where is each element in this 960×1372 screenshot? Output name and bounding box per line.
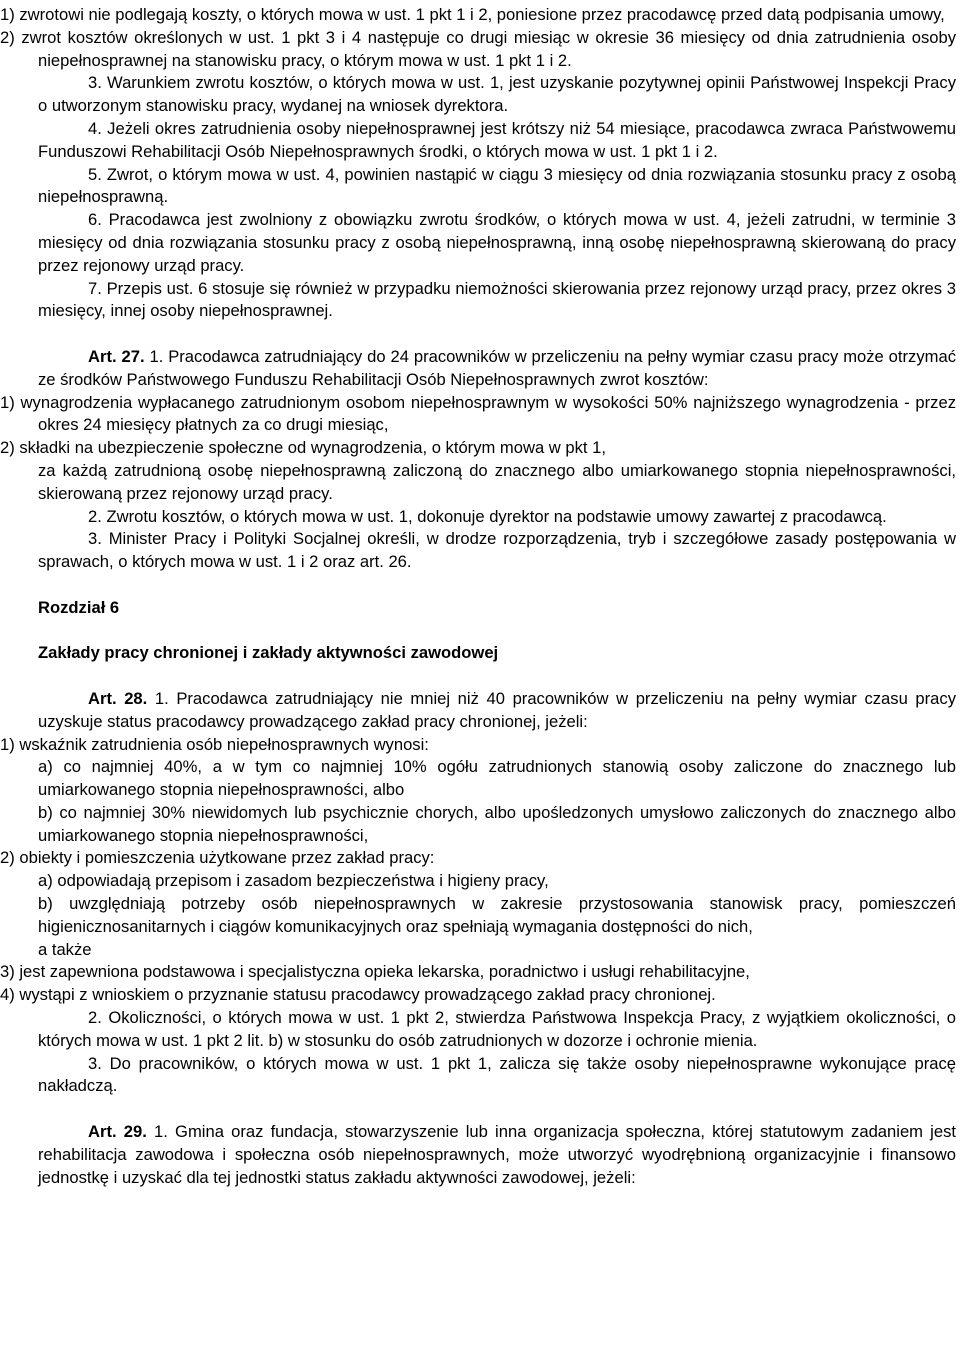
chapter-title: Zakłady pracy chronionej i zakłady aktywności zawodowej bbox=[38, 643, 499, 663]
paragraph: 2) składki na ubezpieczenie społeczne od wynagrodzenia, o którym mowa w pkt 1, bbox=[0, 438, 606, 458]
article-text: 1. Pracodawca zatrudniający nie mniej niż 40 pracowników w przeliczeniu na pełny wymiar czasu pracy uzyskuje status pracodawcy prowadzącego zakład pracy chronionej, jeżeli: bbox=[38, 688, 956, 731]
paragraph: 2. Zwrotu kosztów, o których mowa w ust. 1, dokonuje dyrektor na podstawie umowy zawartej z pracodawcą. bbox=[88, 506, 887, 526]
paragraph: 7. Przepis ust. 6 stosuje się również w przypadku niemożności skierowania przez rejonowy urząd pracy, przez okres 3 miesięcy, innej osoby niepełnosprawnej. bbox=[38, 278, 956, 321]
list-item: b) uwzględniają potrzeby osób niepełnosprawnych w zakresie przystosowania stanowisk pracy, pomieszczeń higienicznosanitarnych i ciągów komunikacyjnych oraz spełniają wymagania dostępności do nich, bbox=[38, 894, 956, 936]
paragraph: 1) wskaźnik zatrudnienia osób niepełnosprawnych wynosi: bbox=[0, 734, 429, 754]
article-27 bbox=[0, 346, 956, 392]
article-29 bbox=[0, 1121, 956, 1189]
chapter-heading: Rozdział 6 bbox=[38, 597, 120, 617]
paragraph: 3. Minister Pracy i Polityki Socjalnej określi, w drodze rozporządzenia, tryb i szczegółowe zasady postępowania w sprawach, o których mowa w ust. 1 i 2 oraz art. 26. bbox=[38, 529, 956, 572]
paragraph: 4. Jeżeli okres zatrudnienia osoby niepełnosprawnej jest krótszy niż 54 miesiące, pracodawca zwraca Państwowemu Funduszowi Rehabilitacji Osób Niepełnosprawnych środki, o których mowa w ust. 1 pkt 1 i 2. bbox=[38, 118, 956, 161]
paragraph: 1) wynagrodzenia wypłacanego zatrudnionym osobom niepełnosprawnym w wysokości 50% najniższego wynagrodzenia - przez okres 24 miesięcy płatnych za co drugi miesiąc, bbox=[0, 392, 956, 435]
article-label: Art. 29. bbox=[88, 1122, 147, 1142]
paragraph: a także bbox=[38, 939, 92, 959]
paragraph: 2) obiekty i pomieszczenia użytkowane przez zakład pracy: bbox=[0, 848, 435, 868]
paragraph: 4) wystąpi z wnioskiem o przyznanie statusu pracodawcy prowadzącego zakład pracy chronionej. bbox=[0, 985, 716, 1005]
article-28 bbox=[0, 688, 956, 734]
list-item: a) odpowiadają przepisom i zasadom bezpieczeństwa i higieny pracy, bbox=[38, 871, 549, 891]
paragraph: 3. Warunkiem zwrotu kosztów, o których mowa w ust. 1, jest uzyskanie pozytywnej opinii Państwowej Inspekcji Pracy o utworzonym stanowisku pracy, wydanej na wniosek dyrektora. bbox=[38, 73, 956, 116]
article-text: 1. Pracodawca zatrudniający do 24 pracowników w przeliczeniu na pełny wymiar czasu pracy może otrzymać ze środków Państwowego Funduszu Rehabilitacji Osób Niepełnosprawnych zwrot kosztów: bbox=[38, 346, 956, 389]
paragraph: 2. Okoliczności, o których mowa w ust. 1 pkt 2, stwierdza Państwowa Inspekcja Pracy, z wyjątkiem okoliczności, o których mowa w ust. 1 pkt 2 lit. b) w stosunku do osób zatrudnionych w dozorze i ochronie mienia. bbox=[38, 1008, 956, 1050]
article-text: 1. Gmina oraz fundacja, stowarzyszenie lub inna organizacja społeczna, której statutowym zadaniem jest rehabilitacja zawodowa i społeczna osób niepełnosprawnych, może utworzyć wyodrębnioną organizacyjnie i finansowo jednostkę i uzyskać dla tej jednostki status zakładu aktywności zawodowej, jeżeli: bbox=[38, 1122, 957, 1187]
paragraph: 6. Pracodawca jest zwolniony z obowiązku zwrotu środków, o których mowa w ust. 4, jeżeli zatrudni, w terminie 3 miesięcy od dnia rozwiązania stosunku pracy z osobą niepełnosprawną, inną osobę niepełnosprawną skierowaną do pracy przez rejonowy urząd pracy. bbox=[38, 210, 956, 275]
list-item: b) co najmniej 30% niewidomych lub psychicznie chorych, albo upośledzonych umysłowo zaliczonych do znacznego albo umiarkowanego stopnia niepełnosprawności, bbox=[38, 802, 956, 845]
paragraph: 5. Zwrot, o którym mowa w ust. 4, powinien nastąpić w ciągu 3 miesięcy od dnia rozwiązania stosunku pracy z osobą niepełnosprawną. bbox=[38, 164, 956, 207]
paragraph: 3) jest zapewniona podstawowa i specjalistyczna opieka lekarska, poradnictwo i usługi rehabilitacyjne, bbox=[0, 962, 750, 982]
paragraph: 1) zwrotowi nie podlegają koszty, o których mowa w ust. 1 pkt 1 i 2, poniesione przez pracodawcę przed datą podpisania umowy, bbox=[0, 5, 945, 24]
article-label: Art. 27. bbox=[88, 346, 145, 366]
paragraph: 2) zwrot kosztów określonych w ust. 1 pkt 3 i 4 następuje co drugi miesiąc w okresie 36 miesięcy od dnia zatrudnienia osoby niepełnosprawnej na stanowisku pracy, o którym mowa w ust. 1 pkt 1 i 2. bbox=[0, 27, 956, 70]
article-label: Art. 28. bbox=[88, 688, 148, 708]
paragraph: 3. Do pracowników, o których mowa w ust. 1 pkt 1, zalicza się także osoby niepełnosprawne wykonujące pracę nakładczą. bbox=[38, 1053, 956, 1096]
paragraph: za każdą zatrudnioną osobę niepełnosprawną zaliczoną do znacznego albo umiarkowanego stopnia niepełnosprawności, skierowaną przez rejonowy urząd pracy. bbox=[38, 460, 956, 503]
list-item: a) co najmniej 40%, a w tym co najmniej 10% ogółu zatrudnionych stanowią osoby zaliczone do znacznego lub umiarkowanego stopnia niepełnosprawności, albo bbox=[38, 757, 956, 800]
